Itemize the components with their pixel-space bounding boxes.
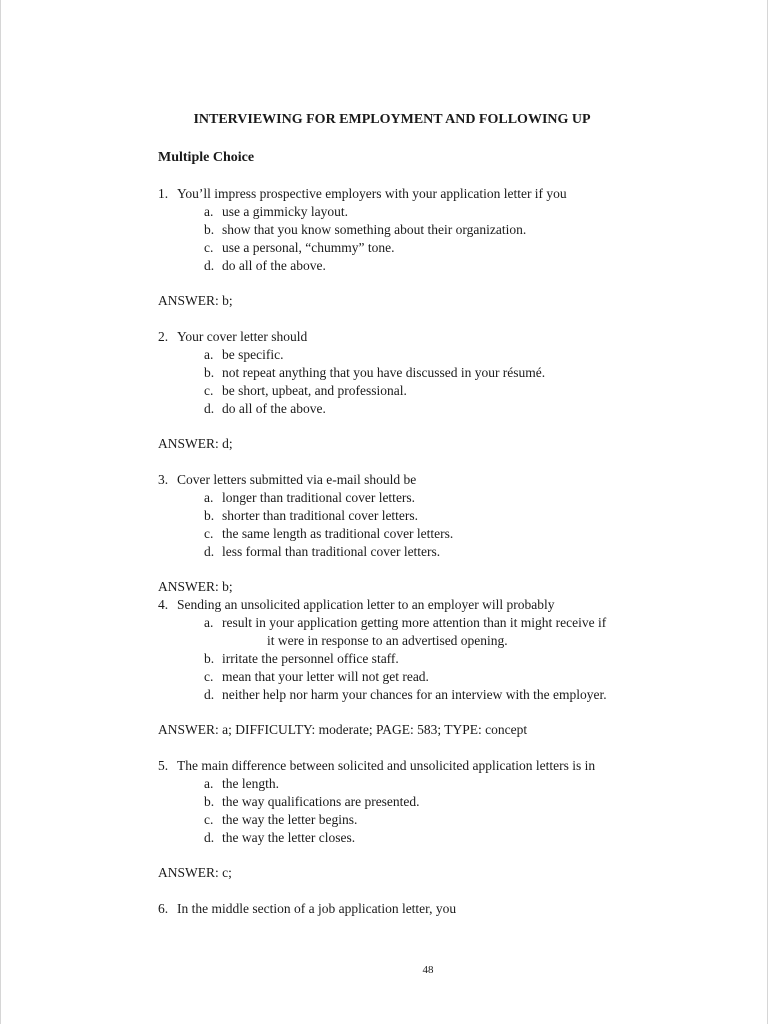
option-letter: c. (204, 669, 214, 684)
option-letter: d. (204, 258, 215, 273)
question-text: Sending an unsolicited application letter to an employer will probably (177, 597, 555, 612)
question-text: Cover letters submitted via e-mail should be (177, 472, 417, 487)
option-text: use a gimmicky layout. (222, 204, 348, 219)
question-text: You’ll impress prospective employers with your application letter if you (177, 186, 567, 201)
question-number: 5. (158, 758, 169, 773)
answer-line: ANSWER: b; (158, 293, 233, 308)
option-letter: b. (204, 651, 215, 666)
question-number: 4. (158, 597, 169, 612)
question-number: 3. (158, 472, 169, 487)
answer-line: ANSWER: a; DIFFICULTY: moderate; PAGE: 583; TYPE: concept (158, 722, 528, 737)
option-letter: d. (204, 401, 215, 416)
page-number: 48 (422, 964, 434, 976)
option-text: be specific. (222, 347, 284, 362)
answer-line: ANSWER: c; (158, 865, 232, 880)
option-letter: c. (204, 383, 214, 398)
question-text: In the middle section of a job application letter, you (177, 901, 457, 916)
question-number: 6. (158, 901, 169, 916)
option-text: neither help nor harm your chances for an interview with the employer. (222, 687, 607, 702)
question-number: 1. (158, 186, 169, 201)
question-number: 2. (158, 329, 169, 344)
option-letter: b. (204, 508, 215, 523)
question-text: The main difference between solicited and unsolicited application letters is in (177, 758, 596, 773)
answer-line: ANSWER: b; (158, 579, 233, 594)
option-letter: c. (204, 240, 214, 255)
option-text: the same length as traditional cover letters. (222, 526, 454, 541)
option-letter: d. (204, 544, 215, 559)
option-text-continuation: it were in response to an advertised opening. (267, 633, 508, 648)
option-letter: c. (204, 812, 214, 827)
option-text: the way qualifications are presented. (222, 794, 420, 809)
option-text: mean that your letter will not get read. (222, 669, 429, 684)
option-letter: c. (204, 526, 214, 541)
option-letter: a. (204, 347, 214, 362)
option-text: be short, upbeat, and professional. (222, 383, 407, 398)
option-text: the way the letter closes. (222, 830, 356, 845)
option-text: the way the letter begins. (222, 812, 358, 827)
option-letter: a. (204, 204, 214, 219)
option-text: less formal than traditional cover letters. (222, 544, 441, 559)
question-text: Your cover letter should (177, 329, 308, 344)
option-text: irritate the personnel office staff. (222, 651, 399, 666)
section-heading: Multiple Choice (158, 150, 255, 165)
option-letter: a. (204, 615, 214, 630)
option-text: show that you know something about their organization. (222, 222, 527, 237)
option-text: do all of the above. (222, 401, 326, 416)
option-text: the length. (222, 776, 279, 791)
answer-line: ANSWER: d; (158, 436, 233, 451)
option-letter: b. (204, 794, 215, 809)
option-letter: a. (204, 776, 214, 791)
option-letter: b. (204, 365, 215, 380)
option-letter: b. (204, 222, 215, 237)
option-text: result in your application getting more attention than it might receive if (222, 615, 607, 630)
option-letter: a. (204, 490, 214, 505)
option-text: do all of the above. (222, 258, 326, 273)
option-text: not repeat anything that you have discussed in your résumé. (222, 365, 546, 380)
document-title: INTERVIEWING FOR EMPLOYMENT AND FOLLOWING UP (193, 112, 591, 127)
option-text: shorter than traditional cover letters. (222, 508, 419, 523)
option-letter: d. (204, 830, 215, 845)
option-letter: d. (204, 687, 215, 702)
option-text: use a personal, “chummy” tone. (222, 240, 395, 255)
option-text: longer than traditional cover letters. (222, 490, 416, 505)
